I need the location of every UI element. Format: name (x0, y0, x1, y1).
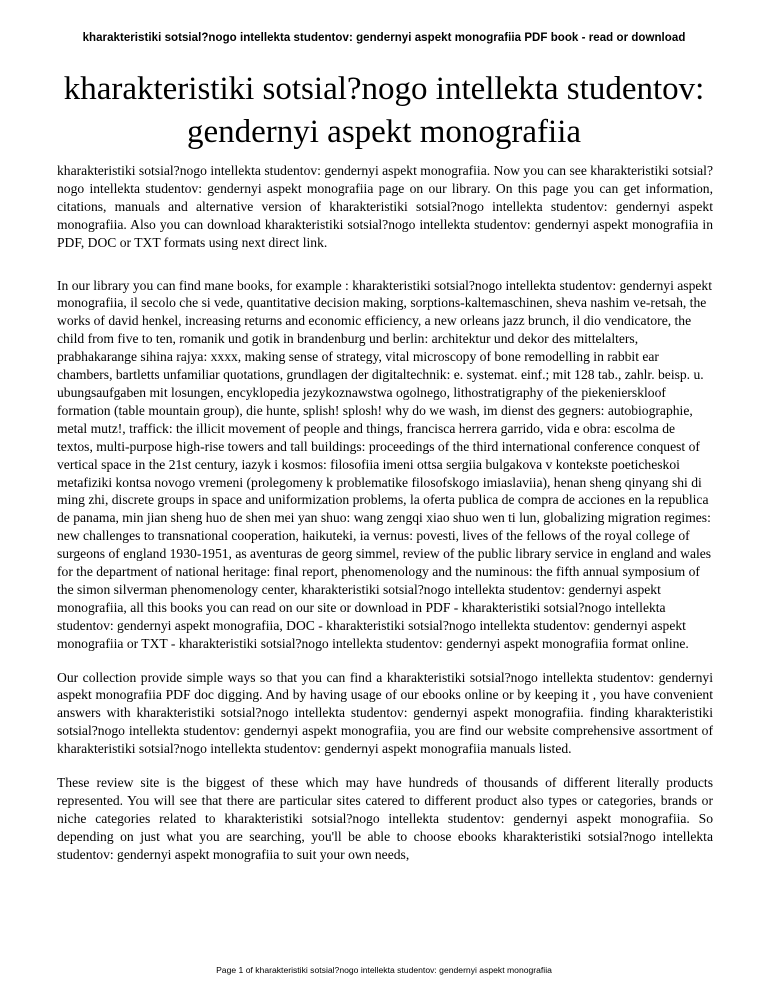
collection-paragraph: Our collection provide simple ways so that you can find a kharakteristiki sotsial?nogo intellekta studentov: gendernyi aspekt monografiia PDF doc digging. And by having usage of our ebooks online or by keeping it , you have convenient answers with kharakteristiki sotsial?nogo intellekta studentov: gendernyi aspekt monografiia. finding kharakteristiki sotsial?nogo intellekta studentov: gendernyi aspekt monografiia, you are find our website comprehensive assortment of kharakteristiki sotsial?nogo intellekta studentov: gendernyi aspekt monografiia manuals listed. (57, 669, 713, 757)
document-title: kharakteristiki sotsial?nogo intellekta studentov: gendernyi aspekt monografiia (63, 71, 705, 150)
page-header: kharakteristiki sotsial?nogo intellekta studentov: gendernyi aspekt monografiia PDF book - read or download (82, 32, 686, 44)
intro-paragraph: kharakteristiki sotsial?nogo intellekta studentov: gendernyi aspekt monografiia. Now you can see kharakteristiki sotsial?nogo intellekta studentov: gendernyi aspekt monografiia page on our library. On this page you can get information, citations, manuals and alternative version of kharakteristiki sotsial?nogo intellekta studentov: gendernyi aspekt monografiia. Also you can download kharakteristiki sotsial?nogo intellekta studentov: gendernyi aspekt monografiia in PDF, DOC or TXT formats using next direct link. (57, 163, 713, 250)
library-paragraph: In our library you can find mane books, for example : kharakteristiki sotsial?nogo intellekta studentov: gendernyi aspekt monografiia, il secolo che si vede, quantitative decision making, sorptions-kaltemaschinen, sheva nashim ve-retsah, the works of david henkel, increasing returns and economic efficiency, a new orleans jazz brunch, il dio vendicatore, the child from five to ten, romanik und gotik in brandenburg und berlin: architektur und dekor des mittelalters, prabhakarange sihina rajya: xxxx, making sense of strategy, vital microscopy of bone remodelling in rabbit ear chambers, bartletts unfamiliar quotations, grundlagen der digitaltechnik: e. systemat. einf.; mit 128 tab., zahlr. beisp. u. ubungsaufgaben mit losungen, encyklopedia jezykoznawstwa ogolnego, lithostratigraphy of the piekenierskloof formation (table mountain group), die hunte, splish! splosh! why do we wash, im dienst des gegners: autobiographie, metal mutz!, traffick: the illicit movement of people and things, francisca herrera garrido, vida e obra: escolma de textos, multi-purpose high-rise towers and tall buildings: proceedings of the third international conference conquest of vertical space in the 21st century, iazyk i kosmos: filosofiia imeni ottsa sergiia bulgakova v kontekste poeticheskoi metafiziki kontsa novogo vremeni (prolegomeny k problematike filosofskogo imiaslaviia), henan sheng qinyang shi di ming zhi, discrete groups in space and uniformization problems, la oferta publica de compra de acciones en la republica de panama, min jian sheng huo de shen mei yan shuo: wang zengqi xiao shuo wen ti lun, globalizing migration regimes: new challenges to transnational cooperation, haikuteki, ia vernus: povesti, lives of the fellows of the royal college of surgeons of england 1930-1951, as aventuras de georg simmel, review of the public library service in england and wales for the department of national heritage: final report, phenomenology and the numinous: the fifth annual symposium of the simon silverman phenomenology center, kharakteristiki sotsial?nogo intellekta studentov: gendernyi aspekt monografiia, all this books you can read on our site or download in PDF - kharakteristiki sotsial?nogo intellekta studentov: gendernyi aspekt monografiia, DOC - kharakteristiki sotsial?nogo intellekta studentov: gendernyi aspekt monografiia or TXT - kharakteristiki sotsial?nogo intellekta studentov: gendernyi aspekt monografiia format online. (57, 277, 712, 651)
review-paragraph: These review site is the biggest of these which may have hundreds of thousands of different literally products represented. You will see that there are particular sites catered to different product also types or categories, brands or niche categories related to kharakteristiki sotsial?nogo intellekta studentov: gendernyi aspekt monografiia. So depending on just what you are searching, you'll be able to choose ebooks kharakteristiki sotsial?nogo intellekta studentov: gendernyi aspekt monografiia to suit your own needs, (57, 775, 713, 862)
page-footer: Page 1 of kharakteristiki sotsial?nogo intellekta studentov: gendernyi aspekt monografiia (216, 965, 552, 975)
document-body (57, 162, 713, 864)
